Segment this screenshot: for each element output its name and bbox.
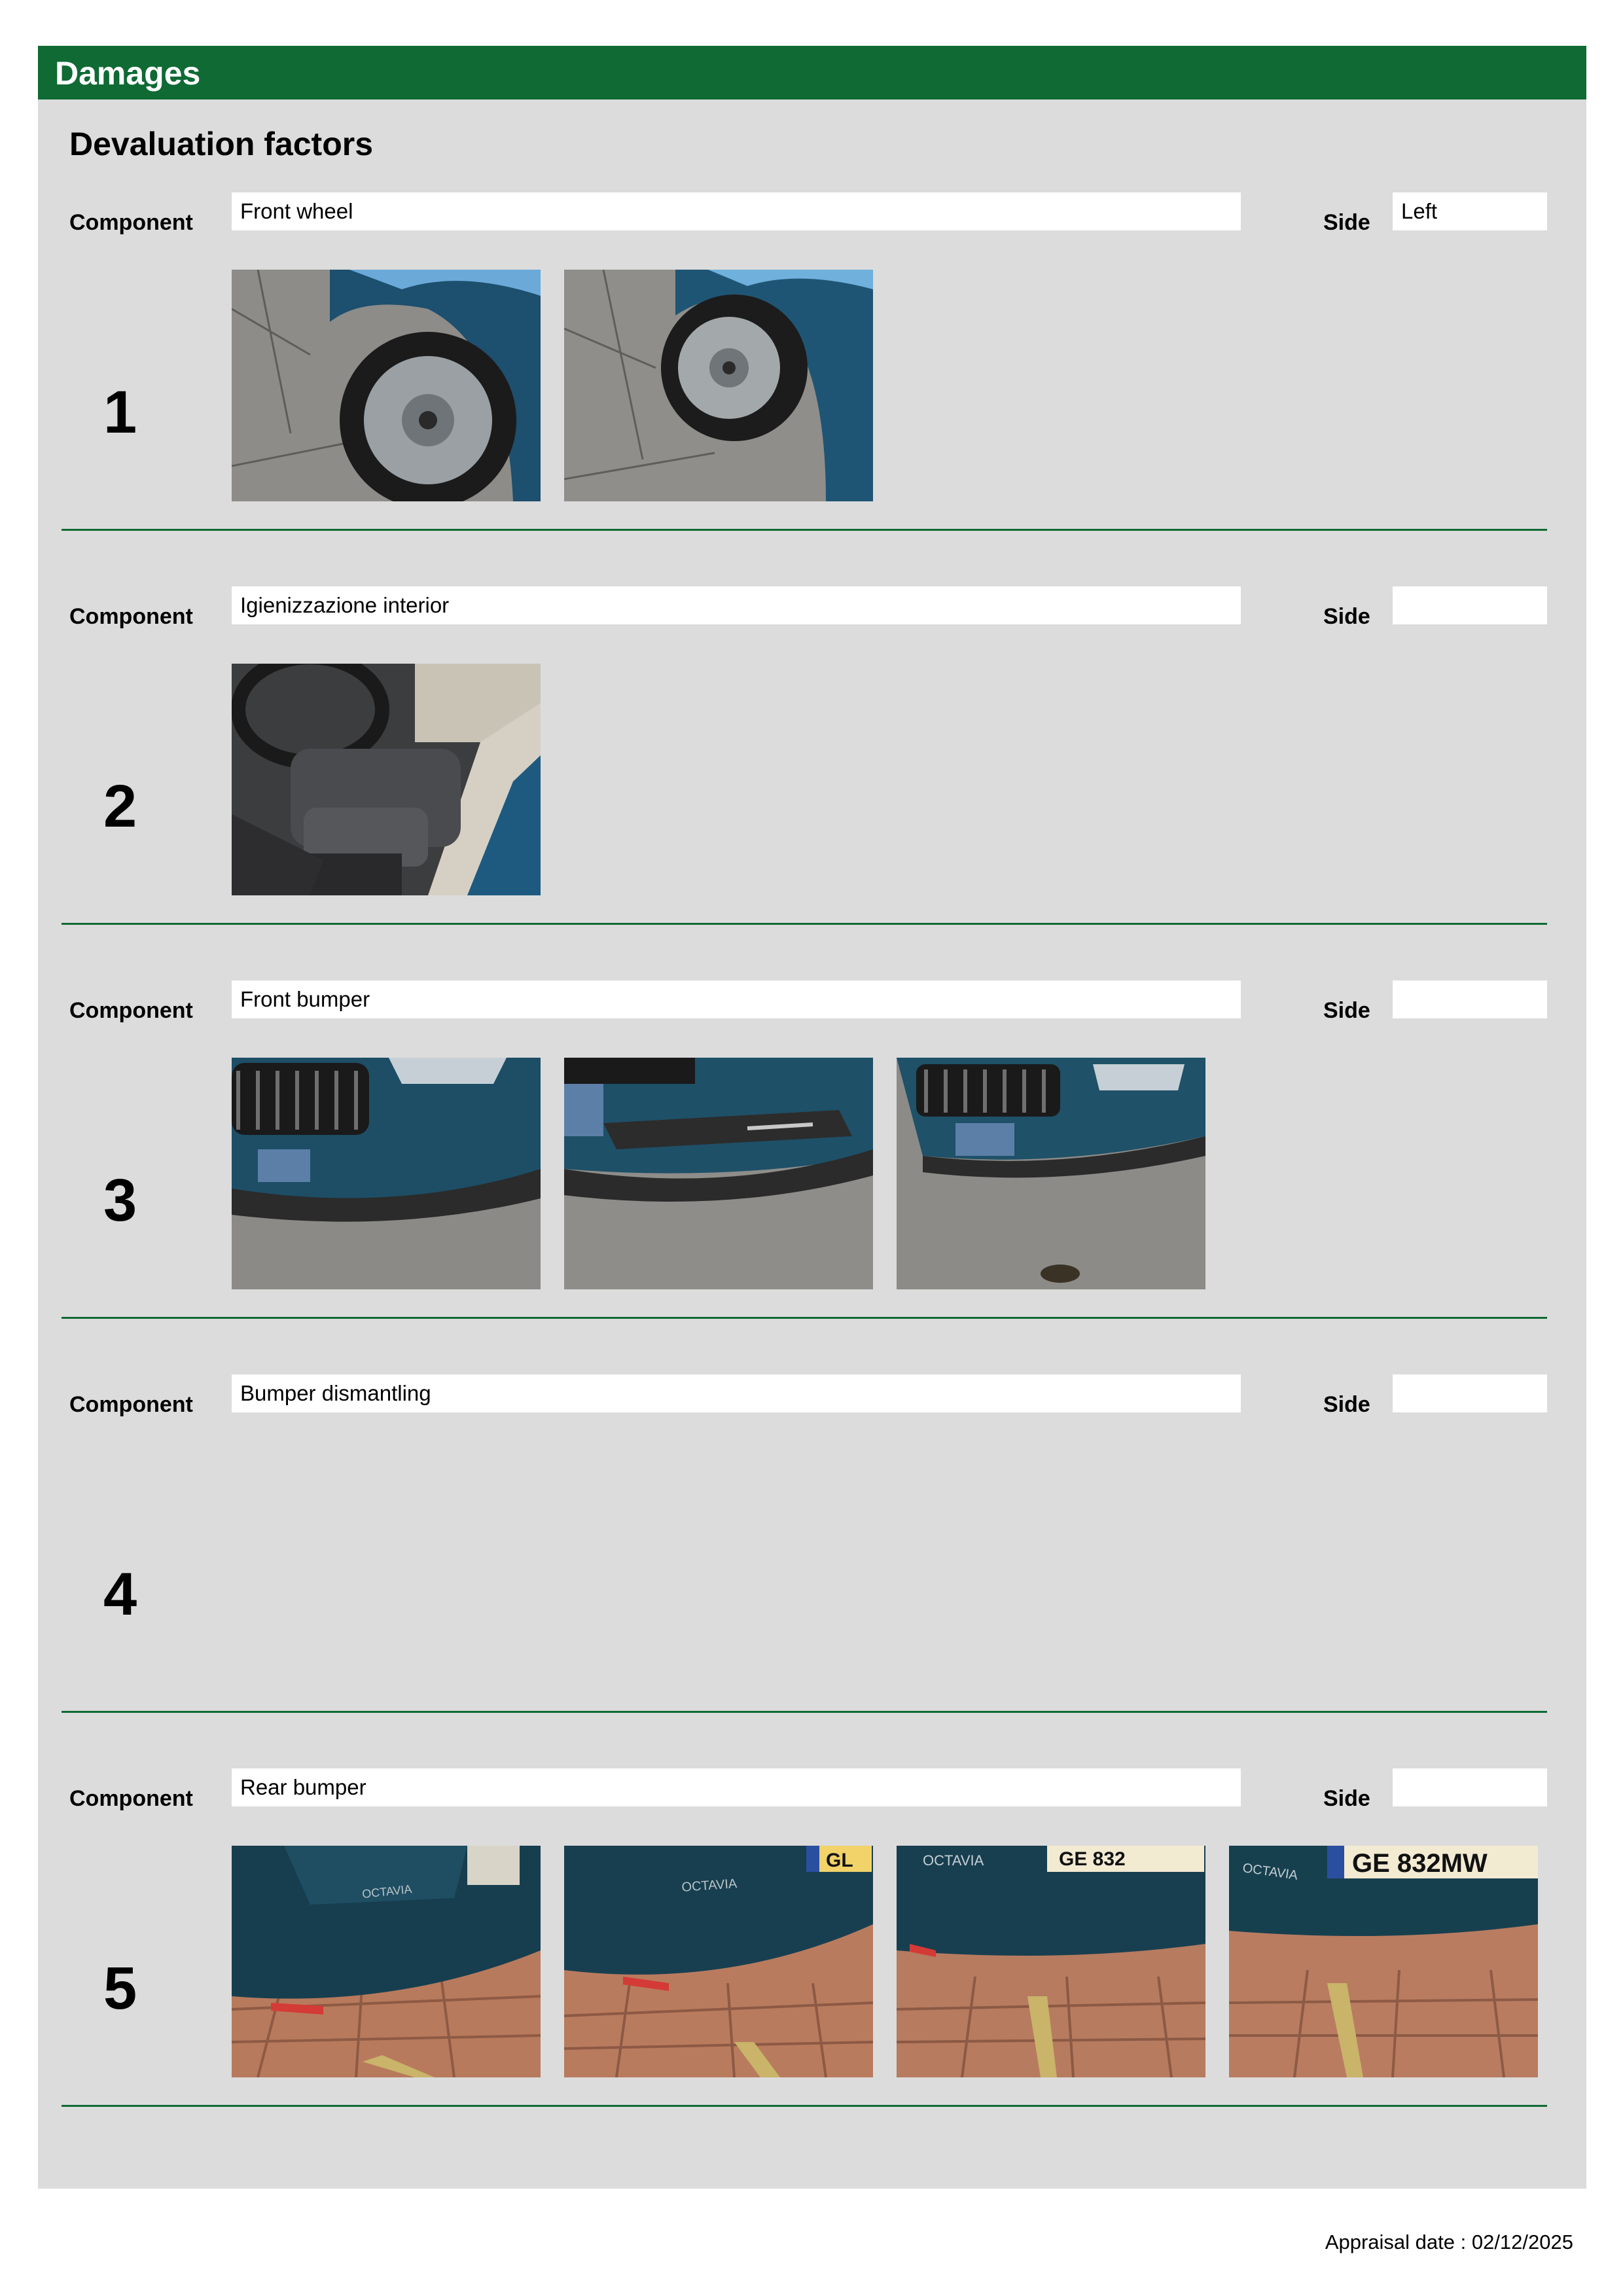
component-label: Component: [69, 210, 193, 235]
component-field: [232, 586, 1241, 624]
component-label: Component: [69, 1786, 193, 1811]
component-label: Component: [69, 998, 193, 1023]
front-bumper-photo[interactable]: [897, 1058, 1205, 1289]
rear-bumper-photo[interactable]: [564, 1846, 873, 2077]
wheel-photo[interactable]: [232, 270, 541, 501]
damage-row-5: [38, 1768, 1586, 2164]
row-divider: [62, 529, 1547, 531]
component-label: Component: [69, 1392, 193, 1417]
side-field: [1393, 1374, 1547, 1412]
side-field: [1393, 1768, 1547, 1806]
appraisal-date: Appraisal date : 02/12/2025: [1325, 2231, 1573, 2253]
wheel-photo[interactable]: [564, 270, 873, 501]
section-header: [38, 46, 1586, 99]
plate-text: GL: [826, 1850, 853, 1871]
rear-badge: OCTAVIA: [361, 1882, 413, 1901]
side-label: Side: [1323, 1392, 1370, 1417]
section-header-title: Damages: [55, 55, 201, 92]
damage-number: 4: [103, 1561, 137, 1628]
damage-row-4: [38, 1374, 1586, 1770]
row-divider: [62, 1711, 1547, 1713]
rear-bumper-photo[interactable]: [1229, 1846, 1538, 2077]
side-label: Side: [1323, 604, 1370, 629]
component-field: [232, 980, 1241, 1018]
component-value: Bumper dismantling: [240, 1381, 431, 1405]
front-bumper-photo[interactable]: [232, 1058, 541, 1289]
side-label: Side: [1323, 998, 1370, 1023]
component-value: Front wheel: [240, 199, 353, 223]
side-label: Side: [1323, 210, 1370, 235]
component-value: Igienizzazione interior: [240, 593, 450, 617]
damage-row-2: [38, 586, 1586, 982]
interior-photo[interactable]: [232, 664, 541, 895]
devaluation-title: Devaluation factors: [69, 126, 374, 162]
plate-text: GE 832MW: [1352, 1849, 1488, 1878]
component-field: [232, 1374, 1241, 1412]
side-value: Left: [1401, 199, 1438, 223]
component-field: [232, 1768, 1241, 1806]
side-label: Side: [1323, 1786, 1370, 1811]
side-field: [1393, 980, 1547, 1018]
row-divider: [62, 923, 1547, 925]
component-field: [232, 192, 1241, 230]
rear-badge: OCTAVIA: [681, 1876, 738, 1895]
front-bumper-photo[interactable]: [564, 1058, 873, 1289]
damage-number: 2: [103, 773, 137, 840]
side-field: [1393, 586, 1547, 624]
plate-text: GE 832: [1059, 1848, 1126, 1870]
row-divider: [62, 2105, 1547, 2107]
damage-row-3: [38, 980, 1586, 1376]
row-divider: [62, 1317, 1547, 1319]
side-field: [1393, 192, 1547, 230]
damage-number: 3: [103, 1167, 137, 1234]
damage-row-1: [38, 192, 1586, 588]
rear-badge: OCTAVIA: [923, 1852, 984, 1869]
damage-number: 1: [103, 379, 137, 446]
rear-bumper-photo[interactable]: [897, 1846, 1205, 2077]
rear-bumper-photo[interactable]: [232, 1846, 541, 2077]
component-label: Component: [69, 604, 193, 629]
component-value: Rear bumper: [240, 1775, 366, 1799]
damage-number: 5: [103, 1955, 137, 2022]
damages-panel: [38, 99, 1586, 2189]
component-value: Front bumper: [240, 987, 370, 1011]
rear-badge: OCTAVIA: [1241, 1861, 1299, 1883]
